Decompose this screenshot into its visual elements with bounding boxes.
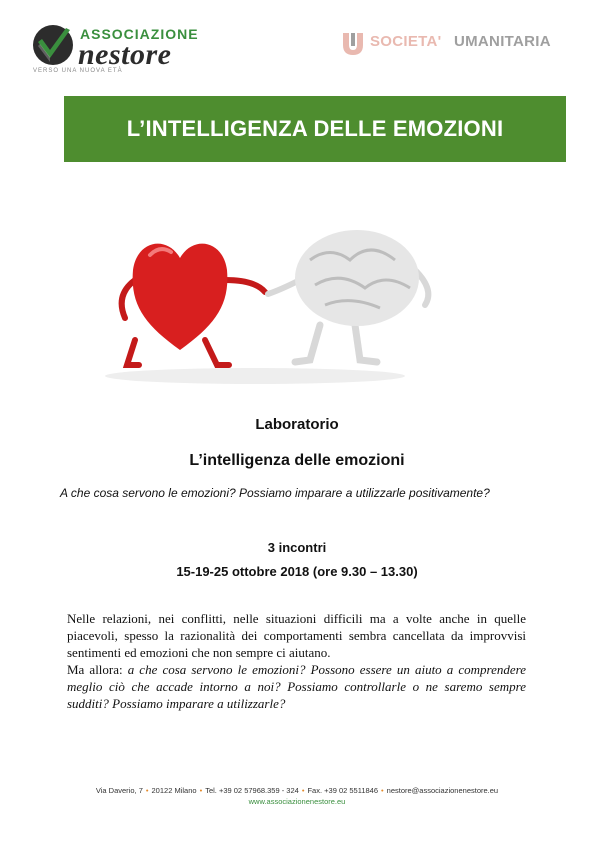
- footer-phone: Tel. +39 02 57968.359 - 324: [205, 786, 299, 795]
- page-title: L’INTELLIGENZA DELLE EMOZIONI: [126, 116, 504, 141]
- section-label: Laboratorio: [255, 416, 339, 433]
- heart-character-icon: [122, 244, 265, 365]
- questions-lead: Ma allora:: [67, 662, 128, 677]
- nestore-check-mark-icon: [30, 22, 76, 68]
- meeting-count: 3 incontri: [267, 540, 327, 555]
- section-title: L’intelligenza delle emozioni: [189, 452, 405, 469]
- questions-text: a che cosa servono le emozioni? Possono essere un aiuto a comprendere meglio ciò che accade intorno a noi? Possiamo controllarle o ne saremo sempre sudditi? Possiamo imparare a utilizzarle?: [67, 662, 526, 711]
- associazione-nestore-logo: [30, 22, 220, 74]
- brain-character-icon: [268, 230, 428, 362]
- title-banner: [64, 96, 566, 162]
- description-paragraph: Nelle relazioni, nei conflitti, nelle situazioni difficili ma a volte anche in quelle piacevoli, spesso la razionalità dei comportamenti sembra cancellata da improvvisi sentimenti ed emozioni che non sempre ci aiutano.: [67, 611, 526, 660]
- footer-contacts: Via Daverio, 7 • 20122 Milano • Tel. +39 02 57968.359 - 324 • Fax. +39 02 5511846 • nestore@associazionenestore.eu: [95, 786, 499, 795]
- logo-name-text: nestore: [78, 38, 172, 71]
- footer-website[interactable]: www.associazionenestore.eu: [248, 797, 346, 806]
- description-questions: [67, 661, 526, 712]
- footer-address: Via Daverio, 7: [95, 786, 143, 795]
- footer-city: 20122 Milano: [151, 786, 197, 795]
- heart-brain-illustration: [105, 200, 455, 385]
- logo-societa-text: SOCIETA': [370, 33, 442, 50]
- footer-fax: Fax. +39 02 5511846: [307, 786, 379, 795]
- footer-email[interactable]: nestore@associazionenestore.eu: [386, 786, 499, 795]
- logo-brand-text: ASSOCIAZIONE: [80, 26, 199, 42]
- societa-umanitaria-logo: [340, 28, 566, 58]
- logo-umanitaria-text: UMANITARIA: [454, 33, 551, 50]
- umanitaria-u-icon: [340, 30, 366, 56]
- meeting-dates: 15-19-25 ottobre 2018 (ore 9.30 – 13.30): [176, 564, 418, 579]
- description-text: [67, 610, 526, 712]
- logo-tagline: VERSO UNA NUOVA ETÀ: [33, 68, 123, 74]
- section-question: A che cosa servono le emozioni? Possiamo imparare a utilizzarle positivamente?: [60, 486, 490, 500]
